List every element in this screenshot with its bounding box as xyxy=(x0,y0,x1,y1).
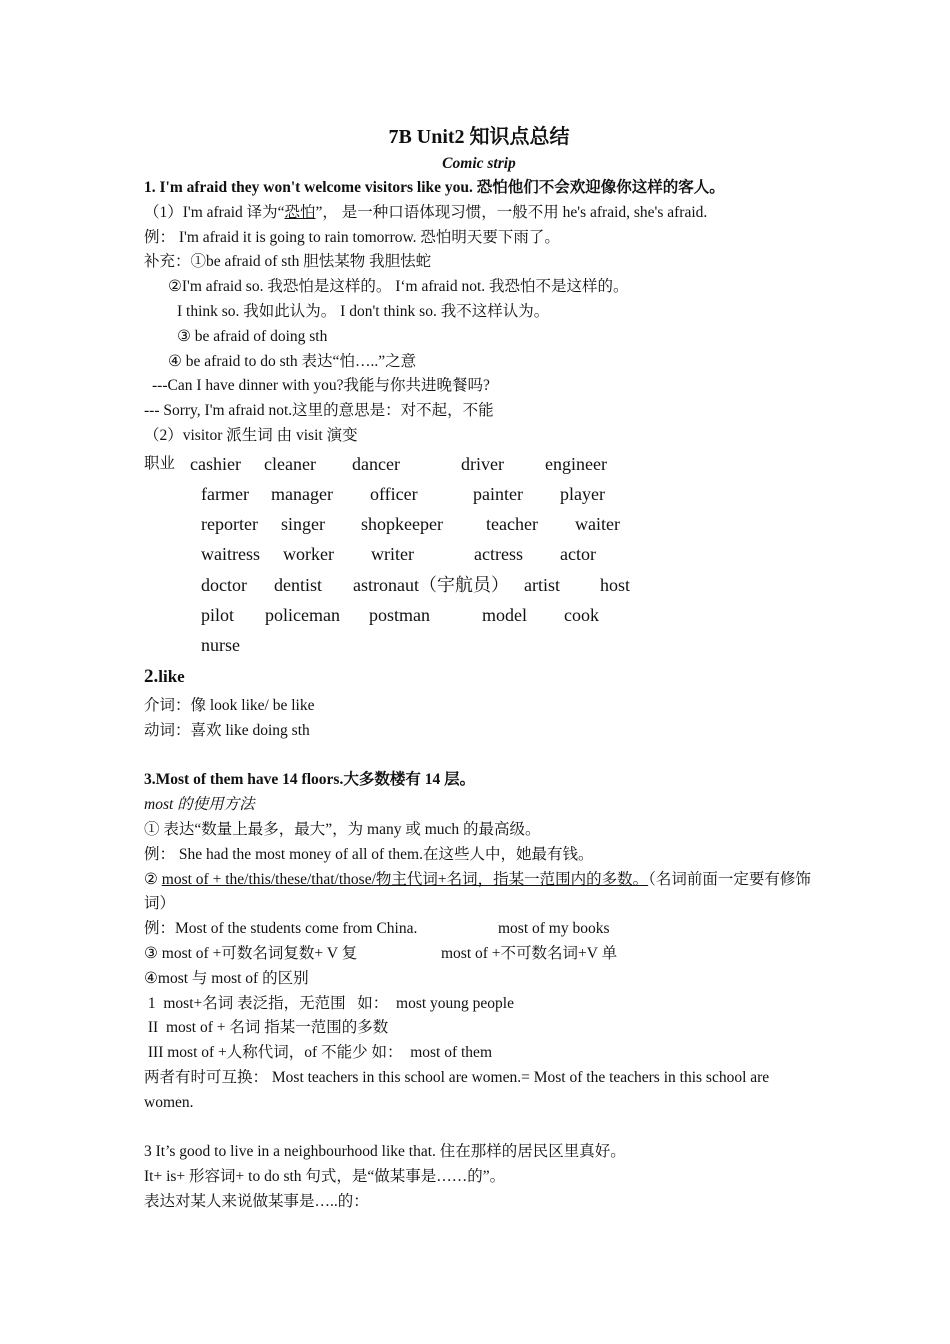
section1-point1 xyxy=(144,201,814,226)
occupation-word: host xyxy=(600,574,631,595)
occupation-word: worker xyxy=(283,544,334,565)
supplement-line-5: ④ be afraid to do sth 表达“怕…..”之意 xyxy=(168,352,417,370)
section-title: like xyxy=(158,667,185,687)
occupation-word: model xyxy=(482,604,527,625)
spacer xyxy=(144,744,814,769)
section3-line-8: II most of + 名词 指某一范围的多数 xyxy=(144,1019,389,1037)
occupation-word: player xyxy=(560,483,605,504)
occupation-row xyxy=(144,630,814,660)
occupation-word: shopkeeper xyxy=(361,514,443,535)
occupation-word: cook xyxy=(564,604,599,625)
supplement-line-4: ③ be afraid of doing sth xyxy=(177,327,328,345)
spacer xyxy=(144,1116,814,1141)
occupation-word: dancer xyxy=(352,453,400,474)
supplement-line-1: 补充：①be afraid of sth 胆怯某物 我胆怯蛇 xyxy=(144,253,432,271)
occupation-row xyxy=(144,509,814,539)
occupation-word: manager xyxy=(271,483,333,504)
occupation-word: doctor xyxy=(201,574,247,595)
section-number: 2. xyxy=(144,666,159,688)
occupation-word: waiter xyxy=(575,514,620,535)
occupation-word: artist xyxy=(524,574,560,595)
occupation-word: farmer xyxy=(201,483,249,504)
section4-line-1: 3 It’s good to live in a neighbourhood like that. 住在那样的居民区里真好。 xyxy=(144,1143,626,1161)
occupation-word: cleaner xyxy=(264,453,316,474)
page-title: 7B Unit2 知识点总结 xyxy=(388,126,570,148)
occupation-row xyxy=(144,539,814,569)
occupation-row xyxy=(144,479,814,509)
text-span: 例：Most of the students come from China. xyxy=(144,920,418,938)
example-line: 例： I'm afraid it is going to rain tomorrow. 恐怕明天要下雨了。 xyxy=(144,228,560,246)
occupation-word: waitress xyxy=(201,544,260,565)
dialog-line-2: --- Sorry, I'm afraid not.这里的意思是：对不起，不能 xyxy=(144,402,494,420)
occupation-word: engineer xyxy=(545,453,607,474)
text-span: ② xyxy=(144,870,162,888)
underlined-rule: most of + the/this/these/that/those/物主代词+名词，指某一范围内的多数。 xyxy=(161,870,649,888)
section3-line-4 xyxy=(144,917,814,942)
section3-line-5 xyxy=(144,942,814,967)
occupation-row xyxy=(144,570,814,600)
occupation-list xyxy=(144,449,814,660)
section3-line-10: 两者有时可互换： Most teachers in this school are women.= Most of the teachers in this school are women. xyxy=(144,1069,770,1111)
occupation-word: teacher xyxy=(486,514,538,535)
occupation-label: 职业 xyxy=(144,454,176,472)
section3-line-6: ④most 与 most of 的区别 xyxy=(144,969,309,987)
occupation-word: policeman xyxy=(265,604,340,625)
occupation-word: nurse xyxy=(201,634,240,655)
section1-point2: （2）visitor 派生词 由 visit 演变 xyxy=(144,426,358,444)
section3-line-1: ① 表达“数量上最多，最大”，为 many 或 much 的最高级。 xyxy=(144,821,541,839)
usage-title: most 的使用方法 xyxy=(144,796,255,814)
text-span: most of my books xyxy=(498,920,610,938)
occupation-row xyxy=(144,449,814,479)
occupation-word: officer xyxy=(370,483,418,504)
occupation-word: reporter xyxy=(201,514,258,535)
occupation-word: driver xyxy=(461,453,504,474)
section4-line-2: It+ is+ 形容词+ to do sth 句式，是“做某事是……的”。 xyxy=(144,1168,506,1186)
text-span: （名词前面一定要有修饰词） xyxy=(144,870,811,913)
page-subtitle: Comic strip xyxy=(442,155,516,172)
occupation-word: pilot xyxy=(201,604,235,625)
section2-line-2: 动词：喜欢 like doing sth xyxy=(144,721,310,739)
occupation-word: cashier xyxy=(190,453,241,474)
section3-line-9: III most of +人称代词，of 不能少 如： most of them xyxy=(144,1044,492,1062)
section3-line-7: 1 most+名词 表泛指，无范围 如： most young people xyxy=(144,994,514,1012)
occupation-word: writer xyxy=(371,544,414,565)
occupation-row xyxy=(144,600,814,630)
document-page xyxy=(144,122,814,1215)
occupation-word: astronaut（宇航员） xyxy=(353,574,509,595)
occupation-word: painter xyxy=(473,483,523,504)
section2-heading xyxy=(144,660,814,694)
section3-line-3 xyxy=(144,868,814,918)
section2-line-1: 介词：像 look like/ be like xyxy=(144,697,315,715)
section4-line-3: 表达对某人来说做某事是…..的： xyxy=(144,1193,369,1211)
occupation-word: actor xyxy=(560,544,596,565)
underlined-term: 恐怕 xyxy=(284,203,316,221)
text-span: most of +不可数名词+V 单 xyxy=(441,945,618,963)
occupation-word: actress xyxy=(474,544,523,565)
text-span: ”， 是一种口语体现习惯，一般不用 he's afraid, she's afraid. xyxy=(315,203,708,221)
section1-heading: 1. I'm afraid they won't welcome visitors like you. 恐怕他们不会欢迎像你这样的客人。 xyxy=(144,179,725,196)
text-span: （1）I'm afraid 译为“ xyxy=(144,203,285,221)
occupation-word: singer xyxy=(281,514,325,535)
dialog-line-1: ---Can I have dinner with you?我能与你共进晚餐吗? xyxy=(152,377,490,395)
supplement-line-3: I think so. 我如此认为。 I don't think so. 我不这样认为。 xyxy=(177,302,550,320)
section3-heading: 3.Most of them have 14 floors.大多数楼有 14 层。 xyxy=(144,771,476,789)
supplement-line-2: ②I'm afraid so. 我恐怕是这样的。 I‘m afraid not. 我恐怕不是这样的。 xyxy=(168,278,629,296)
text-span: ③ most of +可数名词复数+ V 复 xyxy=(144,945,358,963)
occupation-word: postman xyxy=(369,604,430,625)
section3-line-2: 例： She had the most money of all of them.在这些人中，她最有钱。 xyxy=(144,845,594,863)
occupation-word: dentist xyxy=(274,574,322,595)
